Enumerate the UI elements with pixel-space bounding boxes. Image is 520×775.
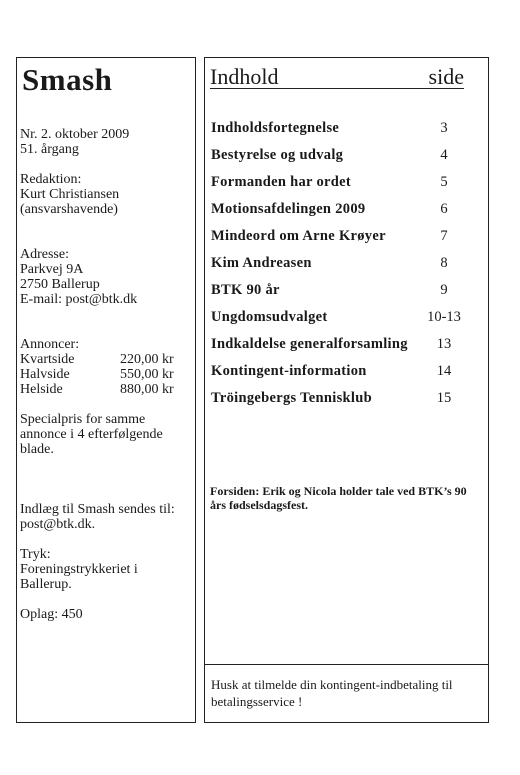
toc-item-title: Mindeord om Arne Krøyer (211, 228, 386, 244)
page-heading: side (428, 64, 464, 89)
toc-item-page: 7 (440, 228, 448, 244)
toc-item-page: 8 (440, 255, 448, 271)
toc-item-title: Motionsafdelingen 2009 (211, 201, 366, 217)
toc-item-title: Bestyrelse og udvalg (211, 147, 344, 163)
print-label: Tryk: (20, 547, 51, 562)
toc-item-page: 9 (440, 282, 448, 298)
ad-price: 880,00 kr (120, 382, 174, 397)
circulation: Oplag: 450 (20, 607, 83, 622)
toc-item-page: 13 (436, 336, 452, 352)
email-address: E-mail: post@btk.dk (20, 292, 138, 307)
special-price-text: Specialpris for samme (20, 412, 146, 427)
toc-item-page: 14 (436, 363, 452, 379)
contents-heading: Indhold (210, 64, 279, 89)
address-label: Adresse: (20, 247, 69, 262)
cover-caption: Forsiden: Erik og Nicola holder tale ved BTK’s 90 års fødselsdagsfest. (210, 484, 467, 512)
address-street: Parkvej 9A (20, 262, 84, 277)
toc-item-title: Ungdomsudvalget (211, 309, 328, 325)
special-price-text: annonce i 4 efterfølgende (20, 427, 163, 442)
toc-item-title: Kontingent-information (211, 363, 367, 379)
submission-email: post@btk.dk. (20, 517, 96, 532)
volume-year: 51. årgang (20, 142, 79, 157)
address-city: 2750 Ballerup (20, 277, 100, 292)
submission-text: Indlæg til Smash sendes til: (20, 502, 175, 517)
magazine-title: Smash (22, 62, 113, 97)
ad-price: 220,00 kr (120, 352, 174, 367)
toc-item-title: Indholdsfortegnelse (211, 120, 340, 136)
toc-item-page: 4 (440, 147, 448, 163)
ad-price: 550,00 kr (120, 367, 174, 382)
toc-item-page: 3 (440, 120, 448, 136)
editor-name: Kurt Christiansen (20, 187, 120, 202)
toc-item-title: Indkaldelse generalforsamling (211, 336, 408, 352)
ad-name: Helside (20, 382, 63, 397)
toc-item-page: 6 (440, 201, 448, 217)
printer-location: Ballerup. (20, 577, 72, 592)
special-price-text: blade. (20, 442, 54, 457)
toc-item-title: Formanden har ordet (211, 174, 351, 190)
ad-name: Kvartside (20, 352, 75, 367)
toc-item-page: 15 (436, 390, 452, 406)
issue-number: Nr. 2. oktober 2009 (20, 127, 130, 142)
editor-label: Redaktion: (20, 172, 82, 187)
toc-item-page: 10-13 (427, 309, 461, 325)
toc-item-title: Kim Andreasen (211, 255, 312, 271)
toc-item-page: 5 (440, 174, 448, 190)
toc-item-title: Tröingebergs Tennisklub (211, 390, 372, 406)
contents-header (210, 64, 464, 89)
editor-role: (ansvarshavende) (20, 202, 118, 217)
ad-name: Halvside (20, 367, 70, 382)
printer-name: Foreningstrykkeriet i (20, 562, 138, 577)
payment-reminder: Husk at tilmelde din kontingent-indbetaling til betalingsservice ! (211, 677, 453, 709)
ads-label: Annoncer: (20, 337, 80, 352)
toc-item-title: BTK 90 år (211, 282, 280, 298)
